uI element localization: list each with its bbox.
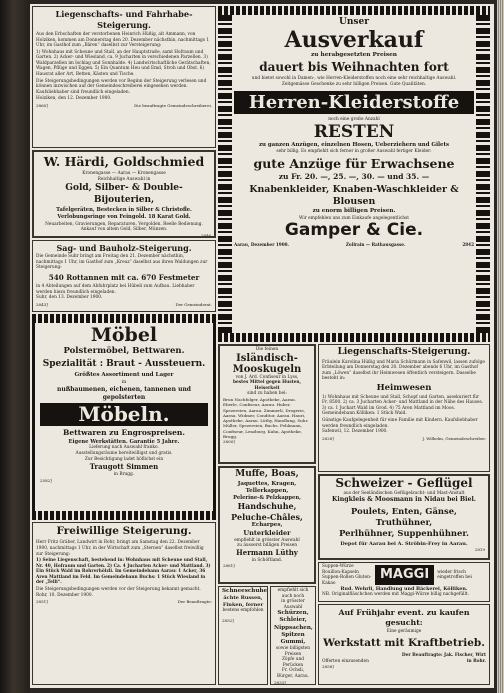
ad-code: 2846 xyxy=(200,232,211,238)
furs-line: Peluche-Châles, xyxy=(231,511,303,522)
ad-code: 2828] xyxy=(322,435,334,441)
goldsmith-name: W. Härdi, Goldschmied xyxy=(43,154,205,169)
ad-text-2: Die Steigerungsbedingungen werden vor Beginn der Steigerung verlesen und können inzwischen auf der Gemeindeschreiberei eingesehen werden. Kaufsliebhaber sind freundlich eingeladen. xyxy=(36,78,207,95)
ad-place-date: Safenwil, 12. Dezember 1900. xyxy=(322,429,388,435)
moss-title: Isländisch- xyxy=(236,352,298,364)
goldsmith-small: Neuarbeiten, Gravierungen, Reparaturen. Vergolden. Reelle Bedienung. Ankauf von altem Gold, Silber, Münzen. xyxy=(45,221,203,233)
furniture-line: Lieferung nach Auswahl franko. xyxy=(89,445,159,451)
clearance-firm: Gamper & Cie. xyxy=(284,220,424,241)
ad-poultry xyxy=(318,474,490,560)
hab-line: empfiehlt sich auch noch xyxy=(277,588,309,599)
furs-line: empfiehlt in grösster Auswahl xyxy=(234,537,300,543)
clearance-unser: Unser xyxy=(339,17,369,27)
ad-property-sale xyxy=(32,6,216,148)
workshop-contact: Der Beauftragte: Jak. Fischer, Wirt in Rohr. xyxy=(401,652,486,664)
ad-signer: Der Beauftragte: xyxy=(177,599,212,605)
poultry-sub: aus der Seeländischen Geflügelzucht- und Mast-Anstalt xyxy=(343,490,465,496)
snow-line: Schneeschuhe xyxy=(222,588,268,594)
hab-line: in grösster Auswahl xyxy=(281,599,305,610)
ornament-border-right xyxy=(476,15,490,333)
furs-line: Muffe, Boas, xyxy=(235,469,299,479)
ad-code: 2852] xyxy=(222,617,234,623)
furniture-specialty: Spezialität : Braut - Aussteuern. xyxy=(42,358,206,369)
ornament-border-top xyxy=(32,314,216,323)
furniture-line: Größtes Assortiment und Lager xyxy=(74,372,174,379)
furs-line: Echarpes, xyxy=(251,521,283,528)
furniture-line: Polstermöbel, Bettwaren. xyxy=(63,345,185,356)
moss-sub: bestes Mittel gegen Husten, Heiserkeit xyxy=(232,380,302,391)
ad-code: 2582] xyxy=(40,477,52,483)
moss-title: Mooskugeln xyxy=(232,363,302,375)
poultry-sub: Kingkleis & Moosmann in Nidau bei Biel. xyxy=(332,496,476,504)
page-edges xyxy=(497,0,504,693)
ad-items: 1) Wohnhaus mit Scheune und Stall, an der Hauptstraße, samt Hofraum und Garten. 2) Acker- und Wiesland, ca. 9 Jucharten in verschiedenen Parzellen. 3) Waldparzellen im Ischlag und Sonnhalde. 4) Landwirtschaftliche Gerätschaften, Wagen, Pflüge und Eggen. 5) Ein Quantum Heu und Emd, Stroh und Obst. 6) Hausrat aller Art, Betten, Kästen und Tische. xyxy=(36,49,211,78)
snow-line: ächte Russen, xyxy=(223,595,263,602)
ad-snow-shoes xyxy=(218,586,268,685)
snow-line: Finken, ferner xyxy=(222,601,264,608)
ad-goldsmith xyxy=(32,150,216,238)
ad-code: 2843] xyxy=(36,301,48,307)
clearance-text: Wir empfehlen uns zum Einkaufe angelegentlichst xyxy=(299,215,409,221)
poultry-big: Poulets, Enten, Gänse, Truthühner, xyxy=(351,506,457,528)
clearance-foot-mid: Zollrain — Rathausgasse. xyxy=(345,242,406,248)
clearance-text: noch eine große Anzahl xyxy=(328,117,380,123)
homestead-word: Heimwesen xyxy=(376,382,432,393)
ad-clearance-sale xyxy=(218,6,490,342)
ad-homestead-sale xyxy=(318,344,490,472)
ornament-border-bottom xyxy=(32,511,216,520)
ad-code: 2833] xyxy=(274,679,286,685)
moss-die: Die feinen xyxy=(255,347,279,352)
clearance-boys: Knabenkleider, Knaben-Waschkleider & Blousen xyxy=(249,183,459,207)
furs-line: Jaquettes, Kragen, xyxy=(237,480,297,487)
furs-line: Unterkleider xyxy=(243,529,291,538)
maggi-right: wieder frisch eingetroffen bei xyxy=(437,569,472,581)
hab-line: sowie billigsten Preisen xyxy=(276,646,310,657)
workshop-top: Auf Frühjahr event. zu kaufen gesucht: xyxy=(338,608,470,627)
clearance-resten: RESTEN xyxy=(313,121,395,142)
ad-signer: Die beauftragte Gemeindeschreiberei. xyxy=(134,102,212,108)
furniture-place: in Brugg. xyxy=(113,472,135,478)
snow-line: bestens empfohlen xyxy=(222,607,264,613)
ad-code: 2819 xyxy=(474,546,485,552)
furniture-signer: Traugott Simmen xyxy=(89,462,159,472)
furs-line: Pelerine-& Pelzkappen, xyxy=(233,494,301,501)
ad-place-date: Suhr, den 13. Dezember 1900. xyxy=(36,295,103,301)
ad-code: 2800] xyxy=(223,439,235,445)
clearance-text: sehr billig. Es empfiehlt sich ferner in großer Auswahl fertiger Kleider: xyxy=(276,148,432,154)
clearance-prices: zu Fr. 20. —, 25. —, 30. — und 35. — xyxy=(278,172,430,182)
furs-name: Hermann Lüthy xyxy=(236,547,298,557)
ornament-border-left xyxy=(218,15,232,333)
goldsmith-headline: Gold, Silber- & Double-Bijouterien, xyxy=(65,183,183,205)
clearance-foot-left: Aarau, Dezember 1900. xyxy=(234,242,289,248)
furniture-line: Bettwaren zu Engrospreisen. xyxy=(63,428,185,438)
hab-line: Zöpfe und Perücken xyxy=(281,657,305,668)
furniture-line: in xyxy=(121,379,127,386)
furniture-banner xyxy=(40,403,208,426)
clearance-text: und bietet sowohl in Damen-, wie Herren-Kleiderstoffen noch eine sehr reichhaltige Auswahl. xyxy=(251,76,457,82)
maggi-dealer: Rud. Wehrli, Handlung und Bäckerei, Kölliken. xyxy=(340,586,468,593)
ad-title: Liegenschafts- und Fahrhabe-Steigerung. xyxy=(55,9,193,30)
clearance-text: zu enorm billigen Preisen. xyxy=(312,207,396,214)
hab-line: Schürzen, xyxy=(277,610,309,617)
hab-line: Gummi, xyxy=(280,638,306,645)
ad-place-date: Rohr, 10. Dezember 1900. xyxy=(36,592,93,598)
furniture-line: nußbaumenen, eichenen, tannenen und gepolsterten xyxy=(56,385,191,401)
hab-signer: Fr. Ochsli, Bürger, Aarau. xyxy=(277,668,309,679)
workshop-sub2: Offerten einzusenden xyxy=(322,658,369,664)
maggi-products: Suppen-Würze Bouillon-Kapseln Suppen-Rollen Gluten-Kakao xyxy=(322,564,372,586)
ad-furniture xyxy=(32,314,216,520)
ad-title: Sag- und Bauholz-Steigerung. xyxy=(56,243,192,253)
furs-place: in Schöftland. xyxy=(251,557,283,563)
clearance-text: Zeitgemässe Geschenke zu sehr billigen Preisen. Gute Qualitäten. xyxy=(281,81,427,87)
goldsmith-line: Verlobungsringe von Feingold. 18 Karat Gold. xyxy=(57,213,191,220)
ad-headline: 540 Rottannen mit ca. 670 Festmeter xyxy=(48,272,200,282)
maggi-brand: MAGGI xyxy=(380,566,430,582)
maggi-logo xyxy=(375,565,434,586)
ad-text: Aus den Erbschaften der verstorbenen Heinrich Hüßig, alt Ammann, von Holziken, kommen am Donnerstag den 20. Dezember nächsthin, nachmittags 1 Uhr, im Gasthof zum „Bären“ daselbst zur Versteigerung: xyxy=(36,32,210,49)
hab-line: Spitzen xyxy=(281,631,305,638)
clearance-text: zu ganzen Anzügen, einzelnen Hosen, Ueberziehern und Gilets xyxy=(258,141,450,148)
book-spine xyxy=(0,0,30,693)
goldsmith-sub: Reichhaltige Auswahl in xyxy=(97,176,151,182)
furs-line: Handschuhe, xyxy=(237,501,297,512)
furs-line: zu äusserst billigen Preisen xyxy=(236,543,298,549)
poultry-depot: Depot für Aarau bei A. Ströbin-Frey in Aarau. xyxy=(340,540,468,547)
ad-code: 2858] xyxy=(322,664,334,670)
workshop-big: Werkstatt mit Kraftbetrieb. xyxy=(323,636,485,649)
ad-title: Liegenschafts-Steigerung. xyxy=(337,347,471,357)
furniture-line: Eigene Werkstätten. Garantie 5 Jahre. xyxy=(68,438,180,445)
moss-list: Brun Nachfolger, Apotheke, Aarau. Eberle, Confiseur, Aarau. Huber, Spezereien, Aarau. Zimmerli, Drogerie, Aarau. Widmer, Conditor, Aarau. Hauri, Apotheke, Aarau. Lüthy, Handlung, Suhr. Müller, Spezereien, Buchs. Fehlmann, Confiseur, Lenzburg. Kuhn, Apotheke, Brugg. xyxy=(223,396,309,440)
ad-code: 2860] xyxy=(36,102,48,108)
ad-items: 1) Seine Liegenschaft, bestehend in: Wohnhaus mit Scheune und Stall, Nr. 40, Hofraum und Garten. 2) Ca. 4 Jucharten Acker- und Mattland. 3) Ein Stück Wald im Rohrerhölzli. Im Gemeindebann Aarau: 1 Acker, 36 Aren Mattland im Feld. Im Gemeindebann Buchs: 1 Stück Wiesland in der „Telli“. xyxy=(36,558,211,586)
clearance-line: zu herabgesetzten Preisen xyxy=(310,51,398,58)
furniture-title: Möbel xyxy=(90,324,158,346)
newspaper-page xyxy=(30,4,494,688)
ornament-border-bottom xyxy=(218,333,490,342)
hab-line: Nippsachen, xyxy=(274,624,313,631)
ad-timber-sale xyxy=(32,240,216,312)
ad-title: Freiwillige Steigerung. xyxy=(56,525,192,537)
ad-text-2: Günstige Kaufgelegenheit für eine Familie mit Kindern. Kaufsliebhaber werden freundlich eingeladen. xyxy=(322,418,478,429)
ad-text: Herr Fritz Gräber, Landwirt in Rohr, bringt am Samstag den 22. Dezember 1900, nachmittags 1 Uhr, in der Wirtschaft zum „Sternen“ daselbst freiwillig zur Steigerung: xyxy=(36,540,204,557)
ornament-border-top xyxy=(218,6,490,15)
workshop-sub: Eine geräumige xyxy=(386,628,422,634)
clearance-banner xyxy=(234,91,474,115)
ad-maggi xyxy=(318,562,490,602)
clearance-title: Ausverkauf xyxy=(284,26,424,53)
ad-workshop-wanted xyxy=(318,604,490,685)
moss-sub: sind zu haben bei: xyxy=(247,391,287,397)
ad-items: 1) Wohnhaus mit Scheune und Stall, Schopf und Garten, assekuriert für Fr. 8500. 2) ca. 3 Jucharten Acker- und Mattland in der Nähe des Hauses. 3) ca. 1 Juchart Wald im Grod. 4) 75 Aren Mattland im Moos. Gemeindebann Kölliken: 1 Stück Wald. xyxy=(322,394,484,417)
clearance-headline: dauert bis Weihnachten fort xyxy=(259,60,449,75)
goldsmith-address: Kronengasse — Aarau — Kronengasse xyxy=(82,171,166,176)
maggi-note: NB. Originalfläschchen werden mit Maggi-Würze billig nachgefüllt. xyxy=(322,592,469,598)
poultry-title: Schweizer - Geflügel xyxy=(335,476,473,490)
moss-sub: von J. Ard. Confiseur in Lyss, xyxy=(235,374,299,380)
clearance-fabrics: Herren-Kleiderstoffe xyxy=(248,91,460,113)
ad-furs xyxy=(218,466,316,584)
ad-moss-drops xyxy=(218,344,316,464)
ad-signer: Der Gemeinderat. xyxy=(175,301,212,307)
furniture-line: Zur Besichtigung ladet höflichst ein xyxy=(84,456,164,462)
ad-signer: J. Wilhelm, Gemeindeschreiber. xyxy=(422,435,486,441)
ad-text: Die Gemeinde Suhr bringt am Freitag den 21. Dezember nächsthin, nachmittags 1 Uhr, im Gasthof zum „Kreuz“ daselbst aus ihren Waldungen zur Steigerung: xyxy=(36,254,208,271)
hab-line: Schleier, xyxy=(279,617,307,624)
ad-voluntary-sale xyxy=(32,522,216,685)
ad-place-date: Holziken, den 12. Dezember 1900. xyxy=(36,96,112,102)
furniture-line: Ausstellungsräume bereitwilligst und gratis. xyxy=(75,451,173,456)
furs-line: Tellerkappen, xyxy=(245,487,289,494)
clearance-suits: gute Anzüge für Erwachsene xyxy=(253,156,455,172)
ad-text: Fräulein Karolina Hüßig und Maria Schürmann in Safenwil, lassen zufolge Erbteilung am Donnerstag den 20. Dezember abends 6 Uhr, im Gasthof zum „Löwen“ daselbst ihr Heimwesen öffentlich versteigern. Dasselbe besteht in: xyxy=(322,359,485,382)
goldsmith-line: Tafelgeräten, Bestecken in Silber & Christofle. xyxy=(56,207,192,214)
ad-code: 2842 xyxy=(462,242,474,248)
poultry-big: Perlhühner, Suppenhühner. xyxy=(339,527,469,538)
ad-haberdashery xyxy=(270,586,316,685)
ad-text-2: Die Steigerungsbedingungen werden vor der Steigerung bekannt gemacht. xyxy=(36,587,201,593)
furniture-big: Möbeln. xyxy=(78,402,170,427)
ad-text-2: in 4 Abteilungen auf dem Abfuhrplatz bei Hübeli zum Aufbau. Liebhaber werden hiezu freundlich eingeladen. xyxy=(36,284,195,295)
ad-code: 2851] xyxy=(36,599,48,605)
ad-code: 2861] xyxy=(223,563,235,569)
